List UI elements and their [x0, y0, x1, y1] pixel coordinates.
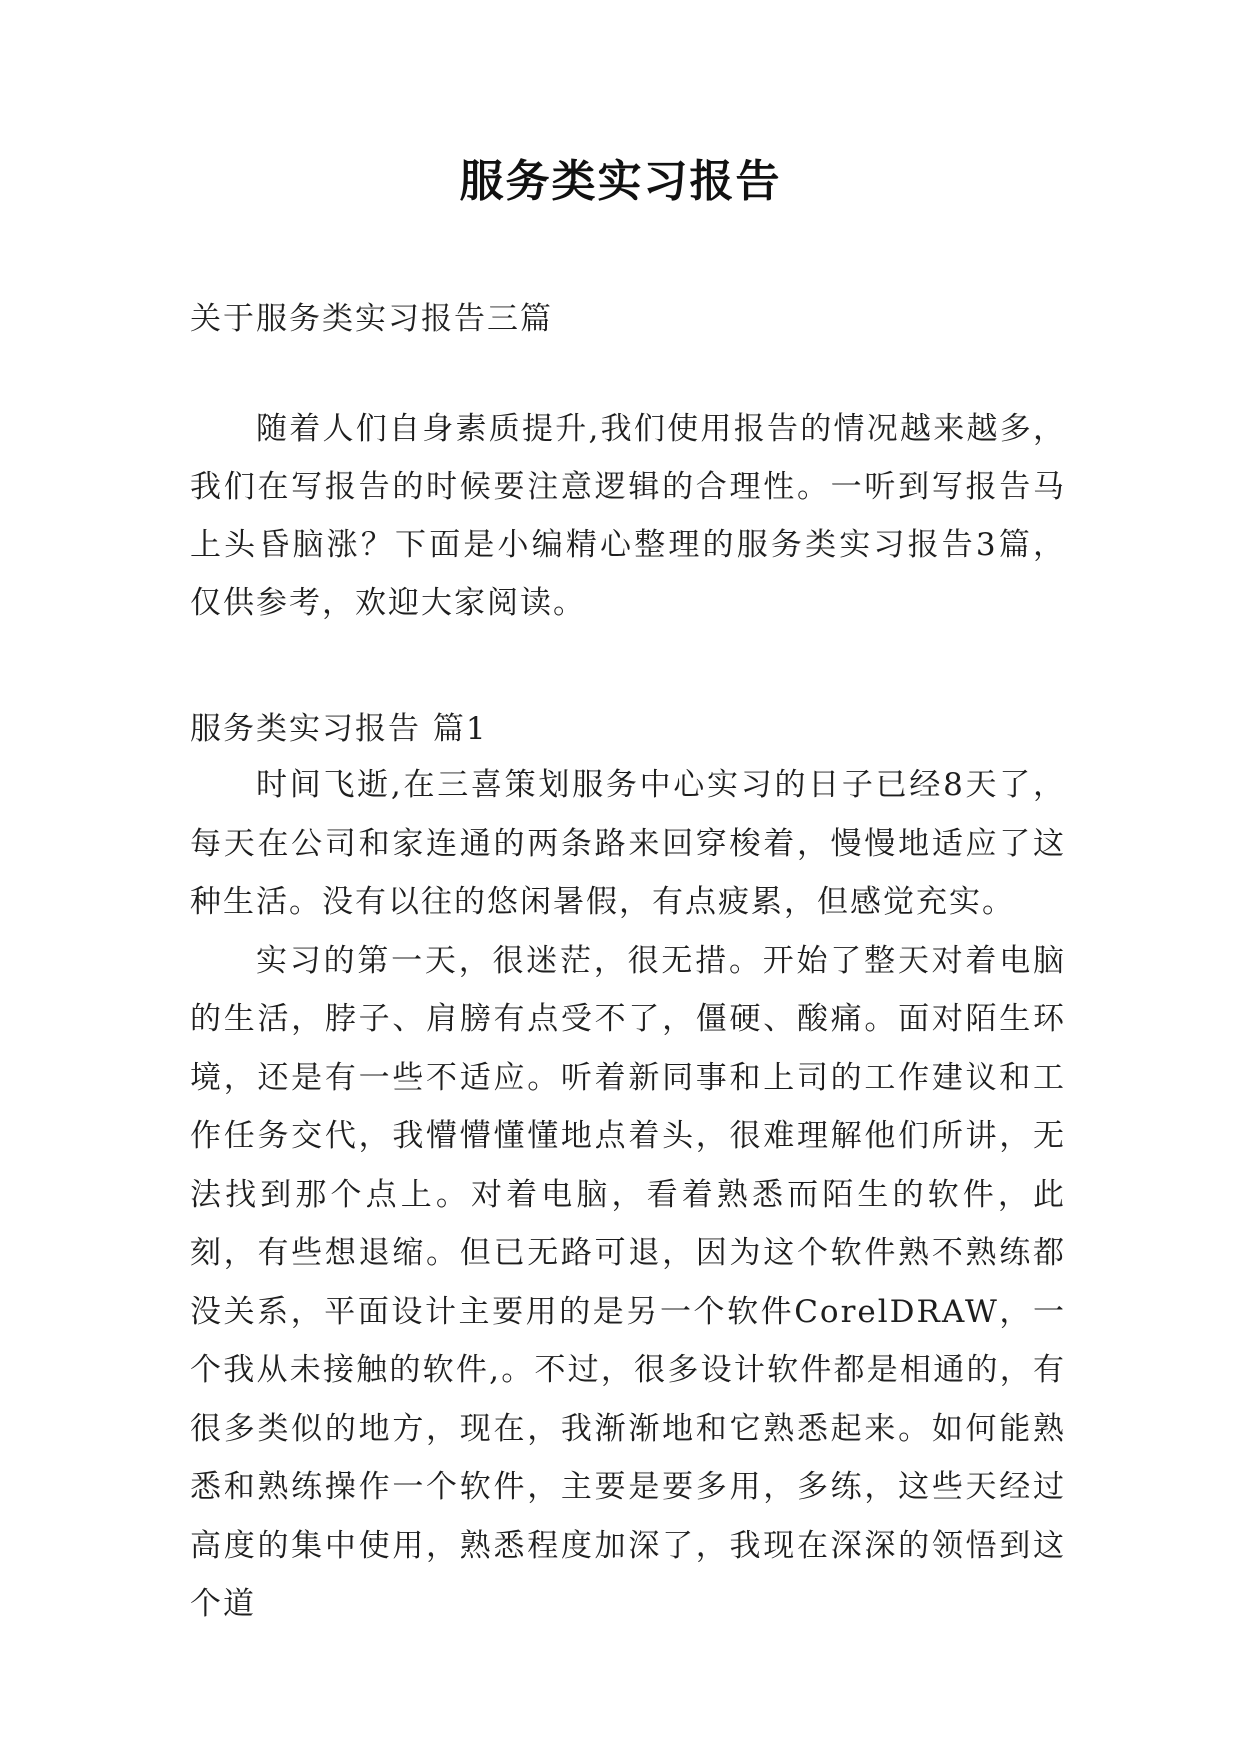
intro-paragraph: 随着人们自身素质提升,我们使用报告的情况越来越多，我们在写报告的时候要注意逻辑的合理性。一听到写报告马上头昏脑涨？下面是小编精心整理的服务类实习报告3篇，仅供参考，欢迎大家阅读。 [190, 411, 1066, 621]
document-title: 服务类实习报告 [459, 156, 782, 207]
section-heading: 服务类实习报告 篇1 [190, 711, 488, 747]
body-paragraph: 实习的第一天，很迷茫，很无措。开始了整天对着电脑的生活，脖子、肩膀有点受不了，僵硬、酸痛。面对陌生环境，还是有一些不适应。听着新同事和上司的工作建议和工作任务交代，我懵懵懂懂地点着头，很难理解他们所讲，无法找到那个点上。对着电脑，看着熟悉而陌生的软件，此刻，有些想退缩。但已无路可退，因为这个软件熟不熟练都没关系，平面设计主要用的是另一个软件CorelDRAW，一个我从未接触的软件,。不过，很多设计软件都是相通的，有很多类似的地方，现在，我渐渐地和它熟悉起来。如何能熟悉和熟练操作一个软件，主要是要多用，多练，这些天经过高度的集中使用，熟悉程度加深了，我现在深深的领悟到这个道 [190, 942, 1066, 1622]
document-subtitle: 关于服务类实习报告三篇 [190, 301, 553, 337]
body-paragraph: 时间飞逝,在三喜策划服务中心实习的日子已经8天了，每天在公司和家连通的两条路来回穿梭着，慢慢地适应了这种生活。没有以往的悠闲暑假，有点疲累，但感觉充实。 [190, 767, 1066, 920]
section-body [190, 756, 1066, 1634]
